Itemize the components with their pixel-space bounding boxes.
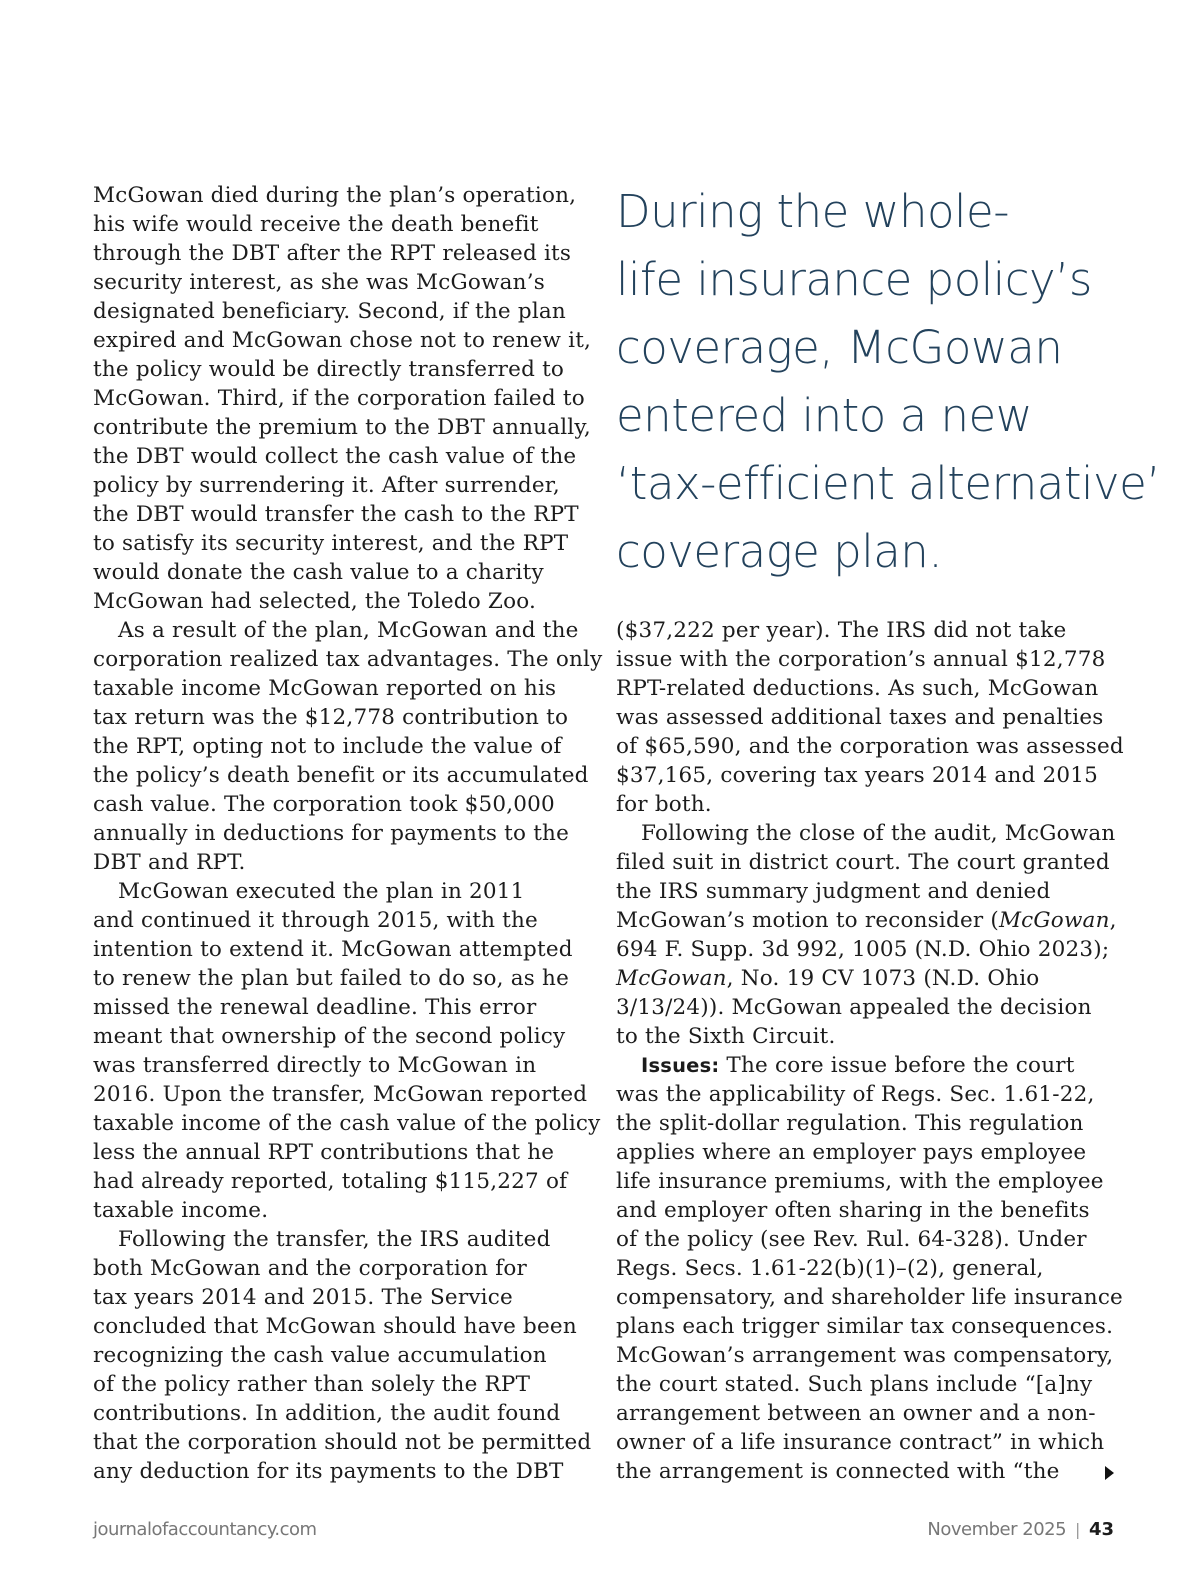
text-line: would donate the cash value to a charity [93, 560, 544, 585]
text-line: security interest, as she was McGowan’s [93, 270, 545, 295]
citation-line [616, 906, 1121, 935]
text-line: plans each trigger similar tax consequences. [616, 1314, 1114, 1339]
continue-arrow-icon [1105, 1466, 1114, 1480]
pull-quote-line: coverage plan. [616, 525, 943, 578]
text-line: corporation realized tax advantages. The only [93, 647, 603, 672]
text-line: McGowan’s arrangement was compensatory, [616, 1343, 1114, 1368]
text-line: filed suit in district court. The court granted [616, 850, 1110, 875]
text-line: the IRS summary judgment and denied [616, 879, 1051, 904]
text-line: less the annual RPT contributions that he [93, 1140, 555, 1165]
pull-quote-line: coverage, McGowan [616, 321, 1063, 374]
text-line: Following the transfer, the IRS audited [118, 1227, 551, 1252]
footer-website: journalofaccountancy.com [93, 1519, 317, 1540]
text-line: life insurance premiums, with the employee [616, 1169, 1104, 1194]
pull-quote-line: entered into a new [616, 389, 1032, 442]
text-line: the policy’s death benefit or its accumulated [93, 763, 589, 788]
text-line: DBT and RPT. [93, 850, 246, 875]
text-line: tax return was the $12,778 contribution to [93, 705, 569, 730]
text-line: his wife would receive the death benefit [93, 212, 539, 237]
text-line: McGowan died during the plan’s operation, [93, 183, 577, 208]
text-line: of the policy rather than solely the RPT [93, 1372, 531, 1397]
right-column [616, 616, 1124, 1486]
pull-quote-line: life insurance policy’s [616, 253, 1092, 306]
text-line: 694 F. Supp. 3d 992, 1005 (N.D. Ohio 2023); [616, 937, 1110, 962]
text-line: 3/13/24)). McGowan appealed the decision [616, 995, 1092, 1020]
text-line: of $65,590, and the corporation was assessed [616, 734, 1124, 759]
text-line: owner of a life insurance contract” in which [616, 1430, 1105, 1455]
text-line: taxable income McGowan reported on his [93, 676, 557, 701]
text-line: to the Sixth Circuit. [616, 1024, 836, 1049]
footer-issue-info [927, 1519, 1114, 1541]
text-line: to satisfy its security interest, and the RPT [93, 531, 569, 556]
text-line: Regs. Secs. 1.61-22(b)(1)–(2), general, [616, 1256, 1044, 1281]
text-line: cash value. The corporation took $50,000 [93, 792, 555, 817]
citation-line [616, 964, 1121, 993]
left-column [93, 181, 603, 1486]
text-line: was the applicability of Regs. Sec. 1.61-22, [616, 1082, 1095, 1107]
case-name: McGowan [998, 908, 1110, 933]
citation-text: McGowan’s motion to reconsider ( [616, 908, 999, 933]
text-line: designated beneficiary. Second, if the plan [93, 299, 566, 324]
text-line: annually in deductions for payments to the [93, 821, 570, 846]
text-line: for both. [616, 792, 712, 817]
text-line: the split-dollar regulation. This regulation [616, 1111, 1084, 1136]
text-line: the RPT, opting not to include the value of [93, 734, 562, 759]
text-line: that the corporation should not be permitted [93, 1430, 592, 1455]
text-line: was transferred directly to McGowan in [93, 1053, 537, 1078]
text-line: contributions. In addition, the audit found [93, 1401, 561, 1426]
text-line: $37,165, covering tax years 2014 and 2015 [616, 763, 1099, 788]
pull-quote [616, 178, 1161, 586]
text-line: through the DBT after the RPT released its [93, 241, 572, 266]
citation-text: , No. 19 CV 1073 (N.D. Ohio [726, 966, 1040, 991]
text-line: recognizing the cash value accumulation [93, 1343, 547, 1368]
text-line: compensatory, and shareholder life insurance [616, 1285, 1123, 1310]
issue-date: November 2025 [927, 1519, 1067, 1540]
text-line: 2016. Upon the transfer, McGowan reported [93, 1082, 588, 1107]
issues-line [616, 1051, 1121, 1080]
section-lead-issues: Issues: [641, 1054, 720, 1077]
text-line: concluded that McGowan should have been [93, 1314, 577, 1339]
text-line: intention to extend it. McGowan attempted [93, 937, 573, 962]
citation-text: , [1109, 908, 1117, 933]
text-line: to renew the plan but failed to do so, as he [93, 966, 570, 991]
text-line: taxable income. [93, 1198, 269, 1223]
text-line: ($37,222 per year). The IRS did not take [616, 618, 1067, 643]
text-line: the DBT would collect the cash value of the [93, 444, 577, 469]
footer-separator: | [1075, 1520, 1080, 1539]
text-line: of the policy (see Rev. Rul. 64-328). Under [616, 1227, 1087, 1252]
text-line: was assessed additional taxes and penalties [616, 705, 1104, 730]
text-line: arrangement between an owner and a non- [616, 1401, 1096, 1426]
text-line: policy by surrendering it. After surrender, [93, 473, 560, 498]
page-number: 43 [1088, 1519, 1114, 1540]
text-line: tax years 2014 and 2015. The Service [93, 1285, 513, 1310]
text-line: McGowan executed the plan in 2011 [118, 879, 525, 904]
text-line: expired and McGowan chose not to renew it, [93, 328, 592, 353]
text-line: the court stated. Such plans include “[a]ny [616, 1372, 1093, 1397]
text-line: the DBT would transfer the cash to the RPT [93, 502, 579, 527]
text-line: RPT-related deductions. As such, McGowan [616, 676, 1099, 701]
case-name: McGowan [616, 966, 727, 991]
text-line: had already reported, totaling $115,227 of [93, 1169, 568, 1194]
text-line: the arrangement is connected with “the [616, 1459, 1060, 1484]
text-line: McGowan had selected, the Toledo Zoo. [93, 589, 537, 614]
text-line: missed the renewal deadline. This error [93, 995, 537, 1020]
text-line: the policy would be directly transferred to [93, 357, 565, 382]
text-line: Following the close of the audit, McGowan [641, 821, 1116, 846]
text-line: meant that ownership of the second policy [93, 1024, 566, 1049]
pull-quote-line: ‘tax-efficient alternative’ [616, 457, 1161, 510]
pull-quote-line: During the whole- [616, 185, 1009, 238]
text-line: and employer often sharing in the benefits [616, 1198, 1090, 1223]
text-line: both McGowan and the corporation for [93, 1256, 527, 1281]
text-line: and continued it through 2015, with the [93, 908, 538, 933]
text-line: McGowan. Third, if the corporation failed to [93, 386, 585, 411]
text-line: any deduction for its payments to the DBT [93, 1459, 564, 1484]
text-line: taxable income of the cash value of the policy [93, 1111, 601, 1136]
text-line: contribute the premium to the DBT annually, [93, 415, 591, 440]
text-run: The core issue before the court [719, 1053, 1075, 1078]
text-line: applies where an employer pays employee [616, 1140, 1087, 1165]
text-line: As a result of the plan, McGowan and the [118, 618, 579, 643]
text-line: issue with the corporation’s annual $12,778 [616, 647, 1106, 672]
